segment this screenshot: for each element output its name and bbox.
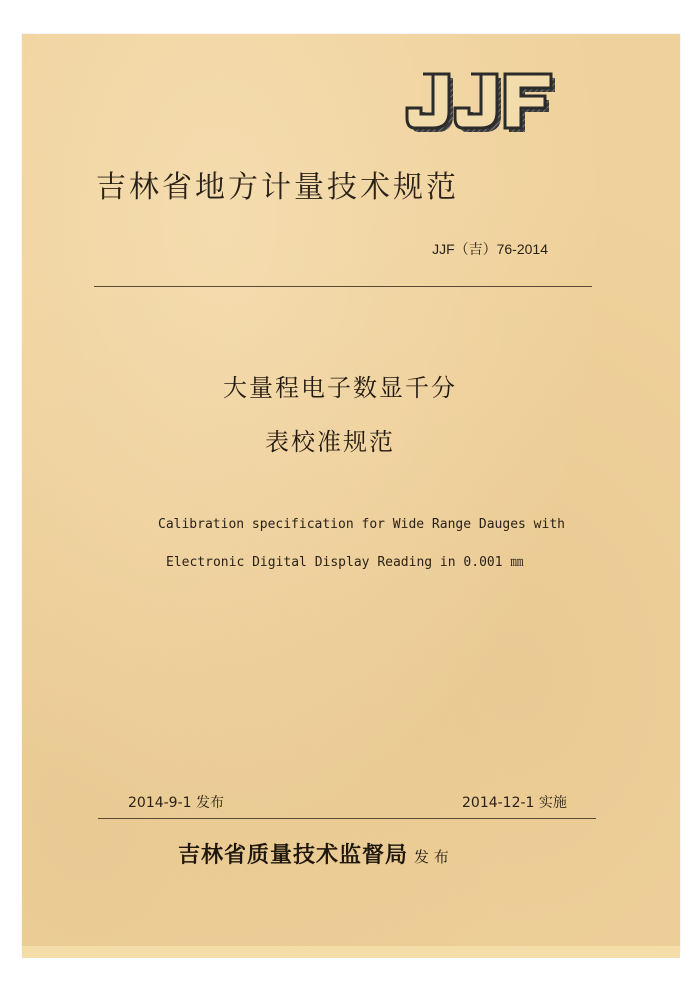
document-title-en-line1: Calibration specification for Wide Range Dauges with xyxy=(158,517,565,532)
document-title-en-line2: Electronic Digital Display Reading in 0.001 ㎜ xyxy=(166,555,524,570)
document-title-cn-line1: 大量程电子数显千分 xyxy=(223,374,457,402)
standard-number: JJF（吉）76-2014 xyxy=(432,241,548,257)
implementation-date: 2014-12-1 实施 xyxy=(462,795,567,811)
publisher-suffix: 发 布 xyxy=(414,848,449,866)
jjf-logo xyxy=(405,72,557,134)
page-edge-strip xyxy=(22,946,680,958)
issue-date: 2014-9-1 发布 xyxy=(128,795,224,811)
series-title: 吉林省地方计量技术规范 xyxy=(96,170,459,205)
top-divider xyxy=(94,286,592,287)
bottom-divider xyxy=(98,818,596,819)
document-title-cn-line2: 表校准规范 xyxy=(265,428,395,456)
publisher xyxy=(178,838,449,869)
publisher-name: 吉林省质量技术监督局 xyxy=(178,842,409,868)
